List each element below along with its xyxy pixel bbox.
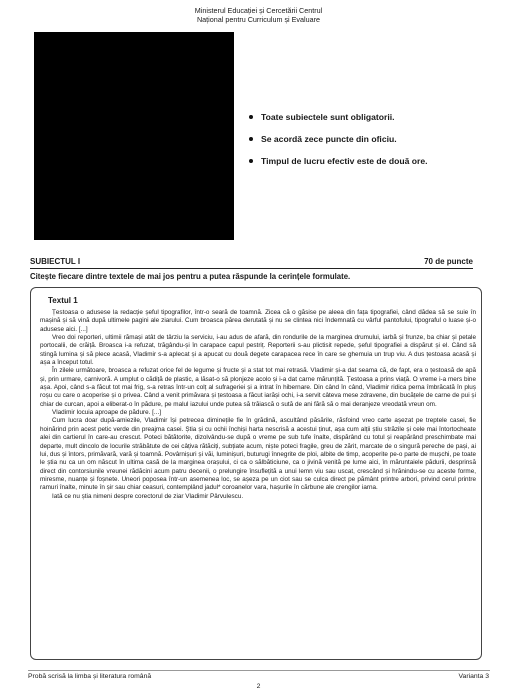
- subject-points: 70 de puncte: [424, 257, 473, 266]
- rule-item: [249, 112, 395, 122]
- text-body: [40, 309, 476, 501]
- footer-variant: Varianta 3: [458, 673, 489, 680]
- bullet-icon: [249, 137, 253, 141]
- footer-divider: [28, 670, 490, 671]
- instruction-text: Citește fiecare dintre textele de mai jos pentru a putea răspunde la cerințele formulate.: [30, 272, 351, 281]
- paragraph: Țestoasa o adusese la redacție șeful tipografilor, într-o seară de toamnă. Zicea că o găsise pe aleea din fața tipografiei, când dădea să se suie în mașină și să vină după ultimele pagini ale ziarului. Cum broasca părea derutată și nu se clintea nici îndemnată cu vârful pantofului, tipograful o luase și-o adusese aici. [...]: [40, 309, 476, 333]
- paragraph: Vladimir locuia aproape de pădure. [...]: [52, 409, 161, 417]
- rule-text: Timpul de lucru efectiv este de două ore.: [261, 156, 428, 166]
- header-line-1: Ministerul Educației și Cercetării Centrul: [194, 6, 323, 15]
- rule-item: [249, 134, 397, 144]
- paragraph: Vreo doi reporteri, ultimii rămași atât de târziu la serviciu, i-au adus de afară, din rondurile de la marginea drumului, iarbă și frunze, ba chiar și petale portocalii, de crăiță. Broasca i-a refuzat, trăgându-și în carapace capul pestriț. Reporterii s-au plictisit repede, șeful tipografiei a dispărut și el. Când să stingă lumina și să plece acasă, Vladimir s-a aplecat și a apucat cu două degete carapacea rece în care se ghemuia un trup viu. A dus țestoasa acasă și așa a început totul.: [40, 334, 476, 367]
- redacted-block: [34, 32, 234, 240]
- rule-text: Se acordă zece puncte din oficiu.: [261, 134, 397, 144]
- rule-item: [249, 156, 428, 166]
- paragraph: Iată ce nu știa nimeni despre corectorul de ziar Vladimir Pârvulescu.: [52, 492, 244, 500]
- paragraph: În zilele următoare, broasca a refuzat orice fel de legume și fructe și a stat tot mai retrasă. Vladimir și-a dat seama că, de fapt, era o țestoasă de apă și, prin urmare, carnivoră. A umplut o cădiță de plastic, a lăsat-o să plonjeze acolo și i-a dat carne mărunțită. Țestoasa a prins viață. O vreme i-a mers bine așa. Apoi, când s-a făcut tot mai frig, s-a retras într-un colț al sufrageriei și a intrat în hibernare. Din când în când, Vladimir ridica perna îmbrăcată în pluș roșu cu care o acoperise și o privea. Când a venit primăvara și țestoasa a făcut iarăși ochi, i-a servit câteva mese zdravene, din bucățele de carne de pui și chiar de curcan, apoi a eliberat-o în pădure, pe malul iazului unde putea să trăiască o sută de ani fără să o mai deranjeze vreodată vreun om.: [40, 367, 476, 408]
- paragraph: Cum lucra doar după-amiezile, Vladimir își petrecea diminețile fie în grădină, ascultând păsările, răsfoind vreo carte așezat pe treptele casei, fie hoinărind prin acest petic verde din preajma casei. Știa și cu ochii închiși harta nescrisă a acestui ținut, așa cum alții știu străzile și cele mai întortocheate alei din cartierul în care-au crescut. Poteci bătătorite, dizolvându-se după o vreme pe sub tufe înalte, dispărând cu totul și reapărând preschimbate mai departe, mult dincolo de locurile străbătute de cei câțiva rătăciți, subțiate acum, niște poteci fragile, greu de zărit, marcate de o singură pereche de pași, ai lui, dus și întors, primăvară, vară și toamnă. Povârnișuri și văi, luminișuri, buturugi înnegrite de ploi, albite de timp, acoperite pe-o parte de mușchi, pe toate le știa nu ca un om născut în ultima casă de la marginea orașului, ci ca o sălbăticiune, ca o jivină venită pe lume aici, în măruntaiele pădurii, desprinsă direct din contorsiunile vreunei rădăcini acum patru decenii, o prelungire însuflețită a unui lemn viu sau uscat, crescând și hrănindu-se cu aceste forme, miresme, nuanțe și foșnete. Uneori poposea într-un asemenea loc, se așeza pe un ciot sau se culca direct pe pământ printre arbori, privind cerul printre ramuri înalte, minute în șir sau chiar ceasuri, contemplând jadul* coroanelor vara, hașurile în cărbune ale crengilor iarna.: [40, 417, 476, 492]
- text-title: Textul 1: [48, 296, 78, 305]
- rule-text: Toate subiectele sunt obligatorii.: [261, 112, 395, 122]
- ministry-header: [0, 6, 517, 24]
- page-number: 2: [256, 683, 261, 690]
- bullet-icon: [249, 115, 253, 119]
- footer-exam-name: Probă scrisă la limba și literatura română: [28, 673, 152, 680]
- subject-heading-row: [30, 257, 473, 269]
- header-line-2: Național pentru Curriculum și Evaluare: [196, 15, 321, 24]
- bullet-icon: [249, 159, 253, 163]
- subject-title: SUBIECTUL I: [30, 257, 81, 266]
